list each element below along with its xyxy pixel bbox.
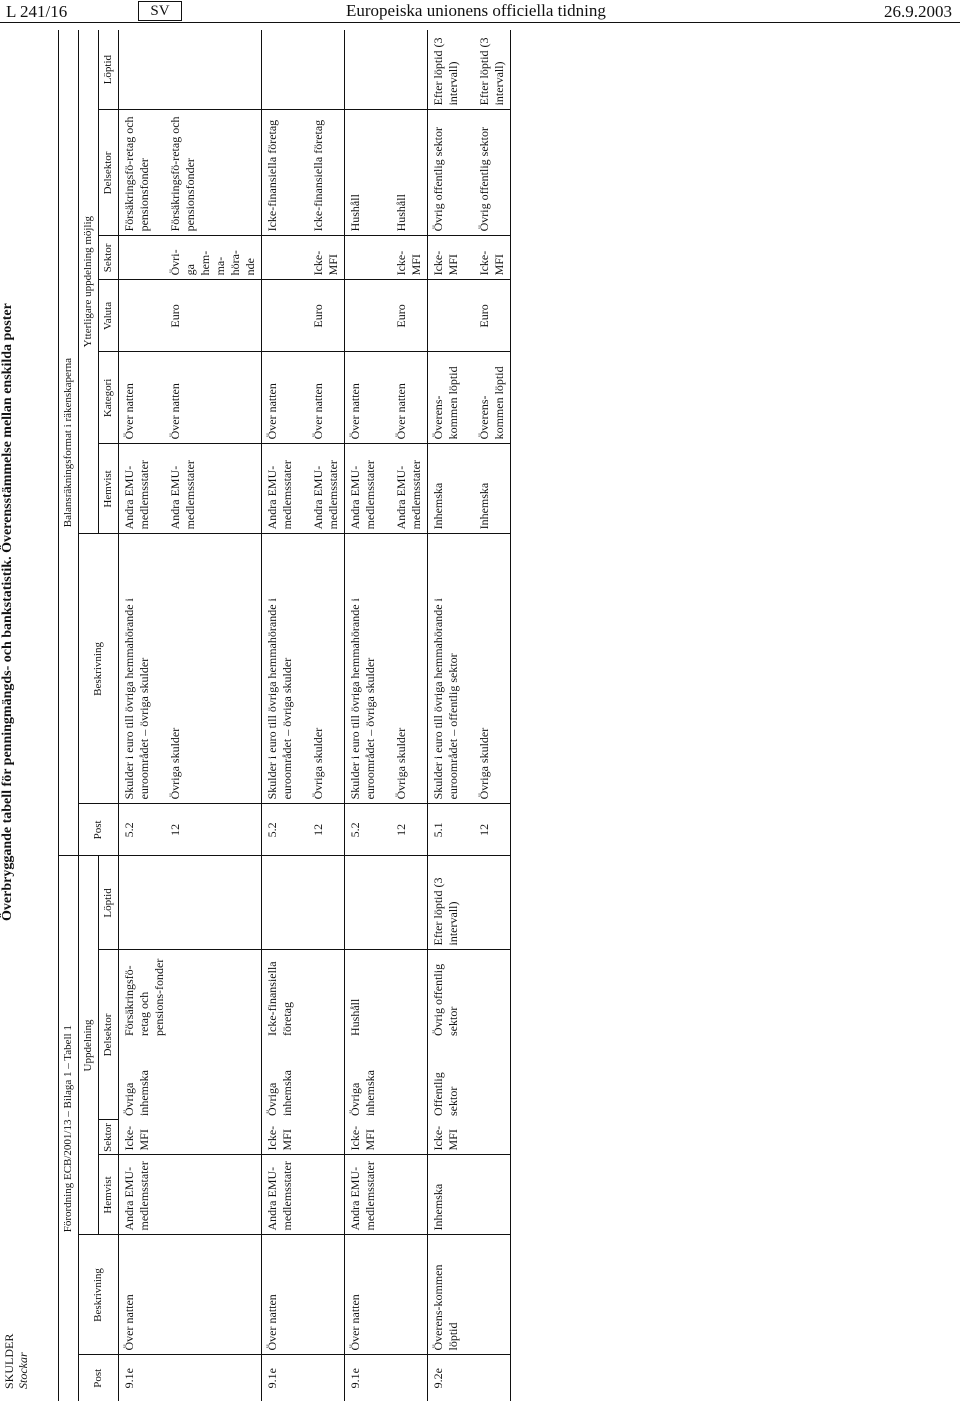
table-head <box>59 30 119 1401</box>
row-r2-kategori: Överens-kommen löptid <box>474 352 511 444</box>
col-kategori-right: Kategori <box>99 352 119 444</box>
row-delsektor-level2: Icke-finansiella företag <box>262 950 345 1040</box>
row-r1-post: 5.2 <box>262 804 299 856</box>
row-r2-beskrivning: Övriga skulder <box>391 534 428 804</box>
row-r1-valuta <box>428 280 465 352</box>
col-sektor-right: Sektor <box>99 236 119 280</box>
row-r2-post: 12 <box>474 804 511 856</box>
row-hemvist: Andra EMU-medlemsstater <box>119 1155 262 1235</box>
row-loptid <box>119 856 262 950</box>
row-r2-kategori: Över natten <box>165 352 262 444</box>
row-sektor: Icke-MFI <box>262 1120 345 1155</box>
journal-title: Europeiska unionens officiella tidning <box>346 1 606 20</box>
row-r1-hemvist: Inhemska <box>428 444 465 534</box>
row-r2-valuta: Euro <box>391 280 428 352</box>
row-r1-delsektor: Övrig offentlig sektor <box>428 110 465 236</box>
row-r1-kategori: Över natten <box>262 352 299 444</box>
row-r2-sektor: Övri-ga hem-ma-höra-nde <box>165 236 262 280</box>
row-r2-hemvist: Andra EMU-medlemsstater <box>165 444 262 534</box>
col-hemvist-right: Hemvist <box>99 444 119 534</box>
row-loptid <box>262 856 345 950</box>
row-r1-loptid: Efter löptid (3 intervall) <box>431 37 460 106</box>
row-delsektor-level2: Övrig offentlig sektor <box>428 950 511 1040</box>
row-r1-post: 5.2 <box>119 804 156 856</box>
row-r2-sektor: Icke-MFI <box>474 236 511 280</box>
row-r1-hemvist: Andra EMU-medlemsstater <box>262 444 299 534</box>
row-r2-delsektor: Icke-finansiella företag <box>308 110 345 236</box>
col-delsektor-right: Delsektor <box>99 110 119 236</box>
section-heading <box>2 1334 30 1389</box>
row-delsektor-level1: Övriga inhemska <box>262 1040 345 1120</box>
row-r2-post: 12 <box>165 804 262 856</box>
col-delsektor-left: Delsektor <box>99 950 119 1120</box>
row-r2-loptid <box>308 30 345 110</box>
row-delsektor-level1: Offentlig sektor <box>428 1040 511 1120</box>
left-group-title: Förordning ECB/2001/13 – Bilaga 1 – Tabell 1 <box>59 856 79 1401</box>
row-r2-beskrivning: Övriga skulder <box>308 534 345 804</box>
row-post: 9.1e <box>119 1355 262 1401</box>
row-r1-hemvist: Andra EMU-medlemsstater <box>119 444 156 534</box>
row-r2-sektor: Icke-MFI <box>391 236 428 280</box>
bridging-table <box>58 30 511 1401</box>
row-r2-post: 12 <box>391 804 428 856</box>
row-beskrivning: Över natten <box>262 1235 345 1355</box>
row-beskrivning: Över natten <box>345 1235 428 1355</box>
row-r2-delsektor: Övrig offentlig sektor <box>474 110 511 236</box>
row-r1-delsektor: Försäkringsfö-retag och pensionsfonder <box>119 110 156 236</box>
row-post: 9.1e <box>262 1355 345 1401</box>
row-r1-loptid <box>345 30 382 110</box>
row-r2-valuta: Euro <box>308 280 345 352</box>
row-beskrivning: Överens-kommen löptid <box>428 1235 511 1355</box>
rotated-table-canvas <box>0 30 960 1401</box>
col-post-left: Post <box>79 1355 119 1401</box>
row-r2-hemvist: Andra EMU-medlemsstater <box>391 444 428 534</box>
uppdelning-header: Uppdelning <box>79 856 99 1235</box>
col-post-right: Post <box>79 804 119 856</box>
row-r2-valuta: Euro <box>165 280 262 352</box>
row-r2-beskrivning: Övriga skulder <box>474 534 511 804</box>
col-beskrivning-left: Beskrivning <box>79 1235 119 1355</box>
row-delsektor-level2: Försäkringsfö-retag och pensions-fonder <box>119 950 262 1040</box>
row-r1-delsektor: Hushåll <box>345 110 382 236</box>
row-loptid <box>345 856 428 950</box>
row-sektor: Icke-MFI <box>345 1120 428 1155</box>
right-group-title: Balansräkningsformat i räkenskaperna <box>59 30 79 856</box>
row-r2-sektor: Icke-MFI <box>308 236 345 280</box>
row-r1-kategori: Över natten <box>119 352 156 444</box>
row-r1-post: 5.2 <box>345 804 382 856</box>
row-r1-beskrivning: Skulder i euro till övriga hemmahörande i euroområdet – offentlig sektor <box>428 534 465 804</box>
row-r2-post: 12 <box>308 804 345 856</box>
rotated-page-area <box>0 30 960 1401</box>
row-loptid: Efter löptid (3 intervall) <box>428 856 511 950</box>
table-title: Överbryggande tabell för penningmängds- och bankstatistik. Överensstämmelse mellan enskilda poster <box>0 303 15 921</box>
row-sektor: Icke-MFI <box>119 1120 262 1155</box>
row-r2-hemvist: Andra EMU-medlemsstater <box>308 444 345 534</box>
table-row <box>345 30 382 1401</box>
row-r1-beskrivning: Skulder i euro till övriga hemmahörande i euroområdet – övriga skulder <box>262 534 299 804</box>
row-hemvist: Andra EMU-medlemsstater <box>262 1155 345 1235</box>
row-r1-loptid <box>262 30 299 110</box>
row-hemvist: Andra EMU-medlemsstater <box>345 1155 428 1235</box>
row-r1-valuta <box>262 280 299 352</box>
row-r2-loptid <box>165 30 262 110</box>
row-hemvist: Inhemska <box>428 1155 511 1235</box>
row-beskrivning: Över natten <box>119 1235 262 1355</box>
language-badge: SV <box>138 1 182 21</box>
table-row <box>262 30 299 1401</box>
section-title: SKULDER <box>2 1333 16 1389</box>
row-r2-beskrivning: Övriga skulder <box>165 534 262 804</box>
row-r2-kategori: Över natten <box>308 352 345 444</box>
row-delsektor-level1: Övriga inhemska <box>119 1040 262 1120</box>
col-valuta-right: Valuta <box>99 280 119 352</box>
row-r2-loptid: Efter löptid (3 intervall) <box>474 30 511 110</box>
row-r2-delsektor: Hushåll <box>391 110 428 236</box>
col-loptid-right: Löptid <box>99 30 119 110</box>
row-r2-loptid <box>391 30 428 110</box>
header-rule <box>0 22 960 23</box>
row-r1-hemvist: Andra EMU-medlemsstater <box>345 444 382 534</box>
row-r1-sektor <box>119 236 156 280</box>
row-r2-kategori: Över natten <box>391 352 428 444</box>
row-r1-sektor: Icke-MFI <box>428 236 465 280</box>
row-delsektor-level1: Övriga inhemska <box>345 1040 428 1120</box>
row-r1-kategori: Över natten <box>345 352 382 444</box>
row-r1-valuta <box>345 280 382 352</box>
row-r2-delsektor: Försäkringsfö-retag och pensionsfonder <box>165 110 262 236</box>
table-body <box>119 30 511 1401</box>
row-r1-sektor <box>262 236 299 280</box>
row-r1-valuta <box>119 280 156 352</box>
col-hemvist-left: Hemvist <box>99 1155 119 1235</box>
row-r1-beskrivning: Skulder i euro till övriga hemmahörande i euroområdet – övriga skulder <box>345 534 382 804</box>
row-sektor: Icke-MFI <box>428 1120 511 1155</box>
row-r1-loptid <box>119 30 156 110</box>
row-post: 9.2e <box>428 1355 511 1401</box>
section-subtitle: Stockar <box>16 1352 30 1389</box>
table-row <box>119 30 156 1401</box>
row-r1-delsektor: Icke-finansiella företag <box>262 110 299 236</box>
row-r1-post: 5.1 <box>428 804 465 856</box>
row-r1-kategori: Överens-kommen löptid <box>428 352 465 444</box>
page-header <box>0 0 960 28</box>
col-sektor-left: Sektor <box>99 1120 119 1155</box>
row-r1-sektor <box>345 236 382 280</box>
publication-date: 26.9.2003 <box>884 2 952 21</box>
row-r1-beskrivning: Skulder i euro till övriga hemmahörande i euroområdet – övriga skulder <box>119 534 156 804</box>
col-beskrivning-right: Beskrivning <box>79 534 119 804</box>
row-r2-hemvist: Inhemska <box>474 444 511 534</box>
row-r2-valuta: Euro <box>474 280 511 352</box>
page-reference: L 241/16 <box>6 2 68 21</box>
row-post: 9.1e <box>345 1355 428 1401</box>
row-delsektor-level2: Hushåll <box>345 950 428 1040</box>
table-row <box>428 30 465 1401</box>
ytterligare-header: Ytterligare uppdelning möjlig <box>79 30 99 534</box>
col-loptid-left: Löptid <box>99 856 119 950</box>
